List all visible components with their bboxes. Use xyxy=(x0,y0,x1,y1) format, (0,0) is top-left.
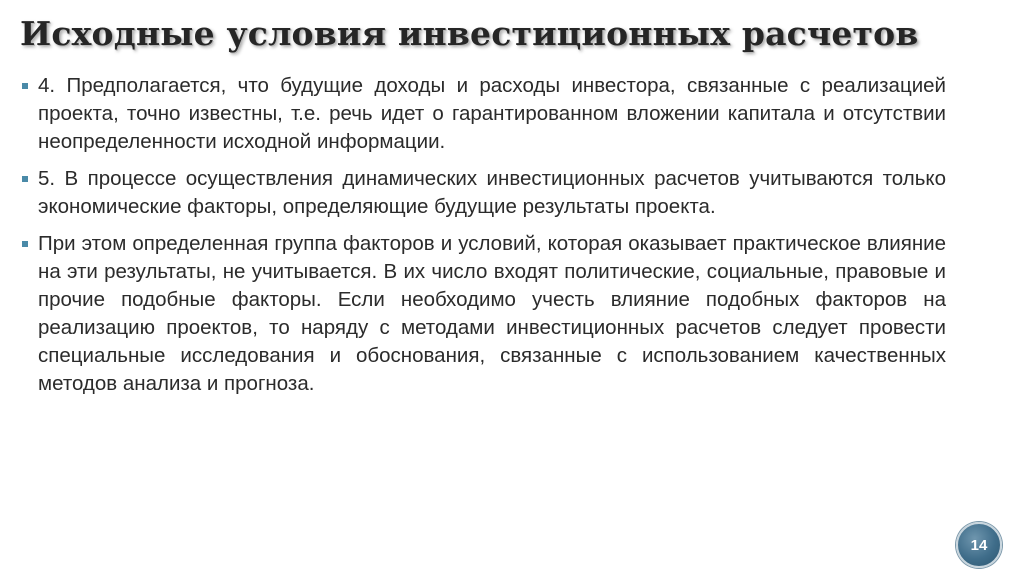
bullet-text: 4. Предполагается, что будущие доходы и расходы инвестора, связанные с реализацией проекта, точно известны, т.е. речь идет о гарантированном вложении капитала и отсутствии неопределенности исходной информации. xyxy=(38,74,946,153)
slide-title: Исходные условия инвестиционных расчетов xyxy=(20,14,919,53)
page-number: 14 xyxy=(970,536,988,554)
square-bullet-icon xyxy=(22,176,28,182)
slide-content xyxy=(16,72,946,407)
bullet-text: При этом определенная группа факторов и условий, которая оказывает практическое влияние на эти результаты, не учитывается. В их число входят политические, социальные, правовые и прочие подобные факторы. Если необходимо учесть влияние подобных факторов на реализацию проектов, то наряду с методами инвестиционных расчетов следует провести специальные исследования и обоснования, связанные с использованием качественных методов анализа и прогноза. xyxy=(38,232,946,395)
bullet-item xyxy=(16,165,946,221)
square-bullet-icon xyxy=(22,241,28,247)
page-number-badge xyxy=(956,522,1002,568)
bullet-item xyxy=(16,230,946,398)
bullet-item xyxy=(16,72,946,156)
bullet-text: 5. В процессе осуществления динамических инвестиционных расчетов учитываются только экономические факторы, определяющие будущие результаты проекта. xyxy=(38,167,946,218)
square-bullet-icon xyxy=(22,83,28,89)
